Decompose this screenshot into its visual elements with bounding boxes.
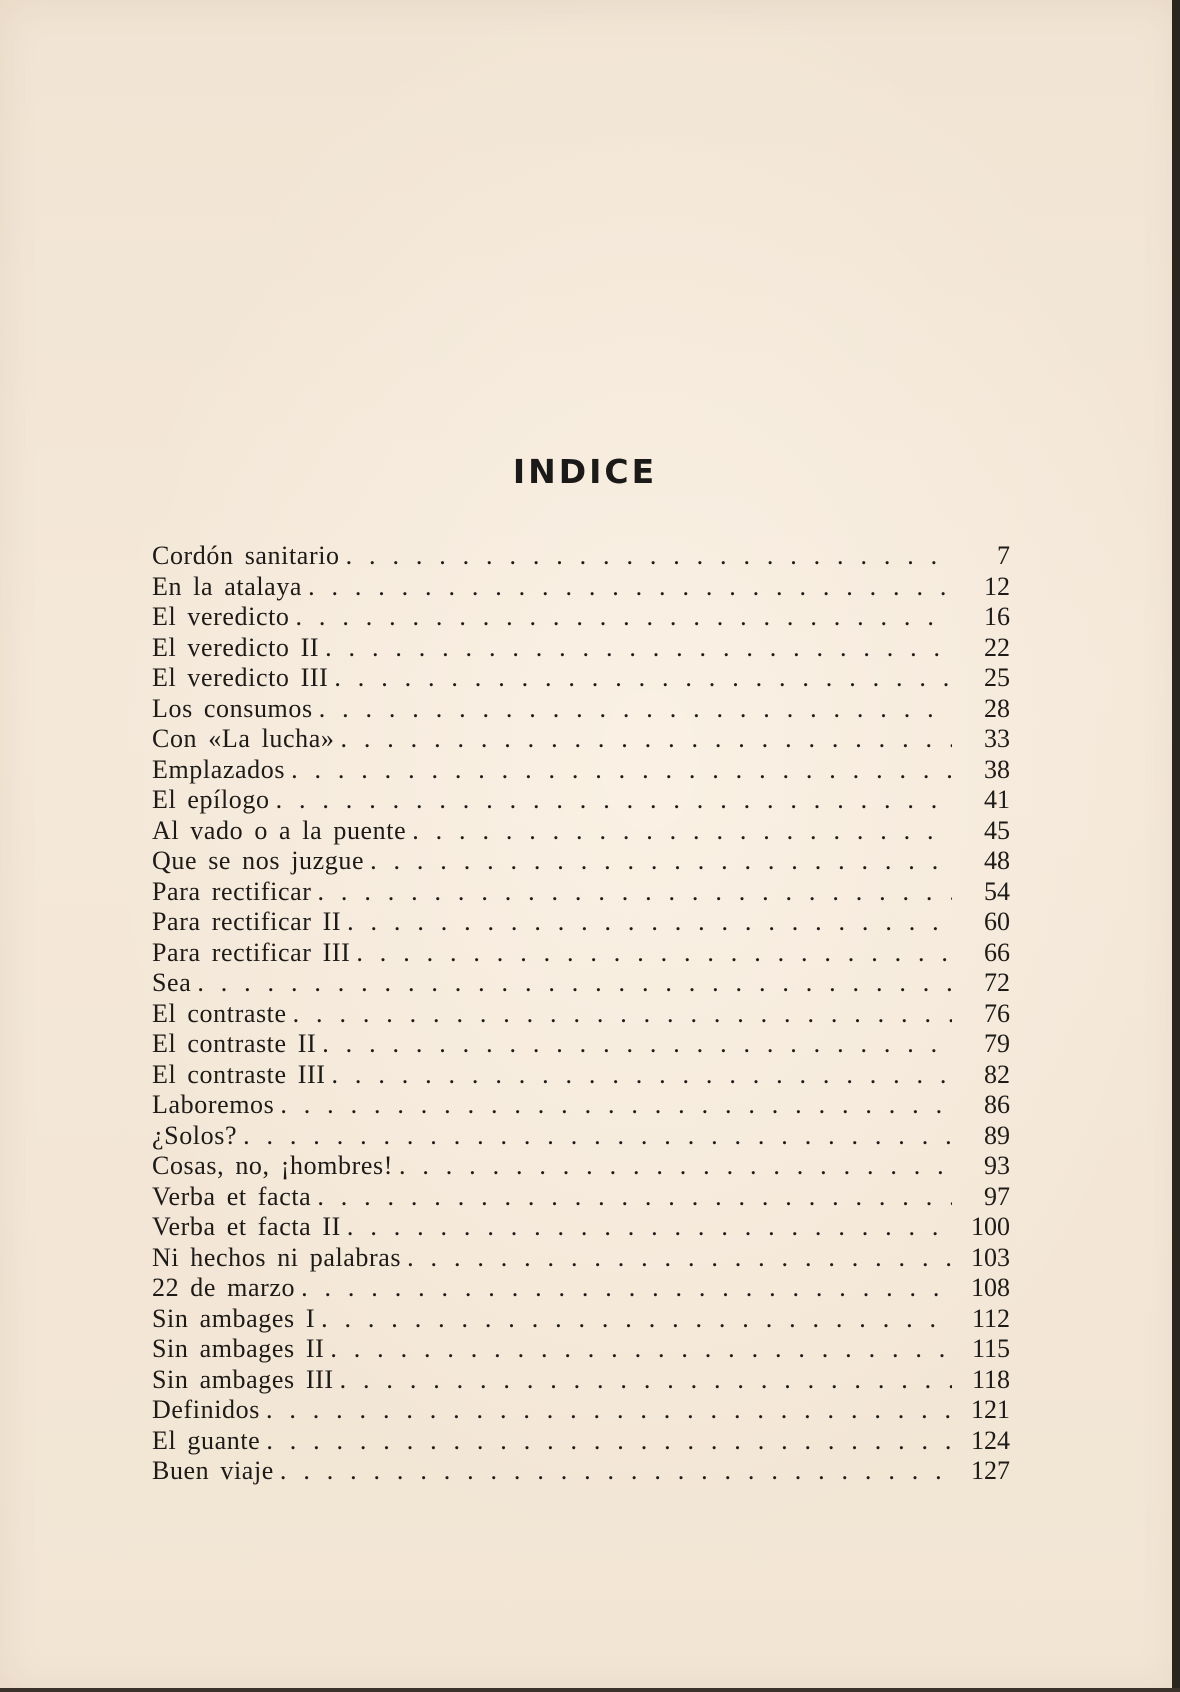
dot-leader xyxy=(321,1304,952,1335)
entry-page-number: 115 xyxy=(971,1334,1010,1363)
entry-page-number: 82 xyxy=(984,1059,1010,1089)
dot-leader xyxy=(340,1365,952,1396)
dot-leader xyxy=(356,938,952,969)
dot-leader xyxy=(197,968,952,999)
entry-title: 22 de marzo xyxy=(152,1273,296,1302)
entry-title: Con «La lucha» xyxy=(152,724,335,753)
dot-leader xyxy=(332,1060,952,1091)
entry-title: Los consumos xyxy=(152,693,313,723)
toc-entry xyxy=(152,1151,1010,1182)
toc-entry xyxy=(152,1395,1010,1426)
dot-leader xyxy=(243,1121,952,1152)
dot-leader xyxy=(291,755,952,786)
entry-page-number: 38 xyxy=(984,754,1010,784)
entry-title: Buen viaje xyxy=(152,1456,274,1485)
dot-leader xyxy=(319,694,952,725)
toc-entry xyxy=(152,1212,1010,1243)
entry-page-number: 108 xyxy=(971,1273,1010,1302)
dot-leader xyxy=(276,785,952,816)
entry-title: Al vado o a la puente xyxy=(152,815,407,845)
entry-title: El guante xyxy=(152,1425,261,1455)
dot-leader xyxy=(280,1090,952,1121)
entry-title: Emplazados xyxy=(152,754,286,784)
entry-page-number: 66 xyxy=(984,937,1010,967)
entry-title: Para rectificar xyxy=(152,876,312,906)
dot-leader xyxy=(347,1212,952,1243)
entry-title: Sin ambages III xyxy=(152,1364,334,1394)
toc-entry xyxy=(152,846,1010,877)
toc-entry xyxy=(152,1121,1010,1152)
toc-entry xyxy=(152,633,1010,664)
entry-title: El veredicto II xyxy=(152,632,320,662)
entry-title: Ni hechos ni palabras xyxy=(152,1242,402,1272)
entry-page-number: 118 xyxy=(971,1364,1010,1394)
entry-title: El veredicto III xyxy=(152,663,329,692)
toc-entry xyxy=(152,694,1010,725)
entry-page-number: 72 xyxy=(984,968,1010,997)
dot-leader xyxy=(308,572,952,603)
entry-page-number: 54 xyxy=(984,876,1010,906)
entry-page-number: 76 xyxy=(984,998,1010,1028)
dot-leader xyxy=(266,1426,952,1457)
toc-entry xyxy=(152,999,1010,1030)
entry-page-number: 12 xyxy=(984,571,1010,601)
entry-title: El contraste xyxy=(152,998,287,1028)
entry-page-number: 25 xyxy=(984,663,1010,692)
toc-entry xyxy=(152,1304,1010,1335)
toc-entry xyxy=(152,663,1010,694)
entry-page-number: 79 xyxy=(984,1029,1010,1058)
entry-page-number: 41 xyxy=(984,785,1010,814)
toc-entry xyxy=(152,816,1010,847)
dot-leader xyxy=(318,877,952,908)
dot-leader xyxy=(266,1395,952,1426)
page-bottom-edge xyxy=(0,1688,1180,1692)
dot-leader xyxy=(296,602,952,633)
dot-leader xyxy=(317,1182,952,1213)
entry-page-number: 100 xyxy=(971,1212,1010,1241)
entry-title: Cosas, no, ¡hombres! xyxy=(152,1151,393,1180)
entry-page-number: 86 xyxy=(984,1090,1010,1119)
entry-page-number: 7 xyxy=(997,541,1010,570)
entry-title: Sea xyxy=(152,968,192,997)
dot-leader xyxy=(322,1029,952,1060)
entry-title: Sin ambages I xyxy=(152,1303,316,1333)
page-title: INDICE xyxy=(512,452,658,492)
toc-entry xyxy=(152,602,1010,633)
toc-entry xyxy=(152,724,1010,755)
toc-entry xyxy=(152,541,1010,572)
entry-page-number: 60 xyxy=(984,907,1010,936)
dot-leader xyxy=(280,1456,952,1487)
entry-page-number: 93 xyxy=(984,1151,1010,1180)
dot-leader xyxy=(412,816,952,847)
toc-entry xyxy=(152,1365,1010,1396)
toc-entry xyxy=(152,938,1010,969)
entry-title: Definidos xyxy=(152,1395,260,1424)
table-of-contents xyxy=(152,541,1010,1487)
entry-page-number: 127 xyxy=(971,1456,1010,1485)
entry-title: Verba et facta II xyxy=(152,1212,341,1241)
toc-entry xyxy=(152,1334,1010,1365)
toc-entry xyxy=(152,755,1010,786)
entry-title: ¿Solos? xyxy=(152,1120,238,1150)
entry-title: Verba et facta xyxy=(152,1181,312,1211)
dot-leader xyxy=(346,541,952,572)
toc-entry xyxy=(152,1456,1010,1487)
toc-entry xyxy=(152,572,1010,603)
dot-leader xyxy=(399,1151,952,1182)
entry-title: El veredicto xyxy=(152,602,290,631)
entry-title: El contraste III xyxy=(152,1059,326,1089)
entry-title: En la atalaya xyxy=(152,571,303,601)
entry-title: Laboremos xyxy=(152,1090,275,1119)
dot-leader xyxy=(407,1243,952,1274)
entry-page-number: 97 xyxy=(984,1181,1010,1211)
dot-leader xyxy=(347,907,952,938)
toc-entry xyxy=(152,1182,1010,1213)
entry-title: Sin ambages II xyxy=(152,1334,325,1363)
entry-page-number: 112 xyxy=(971,1303,1010,1333)
entry-page-number: 33 xyxy=(984,724,1010,753)
entry-page-number: 16 xyxy=(984,602,1010,631)
dot-leader xyxy=(334,663,952,694)
entry-title: Que se nos juzgue xyxy=(152,846,365,875)
dot-leader xyxy=(330,1334,952,1365)
toc-entry xyxy=(152,1060,1010,1091)
entry-title: Para rectificar II xyxy=(152,907,342,936)
entry-page-number: 89 xyxy=(984,1120,1010,1150)
entry-title: El epílogo xyxy=(152,785,270,814)
toc-entry xyxy=(152,1029,1010,1060)
entry-page-number: 48 xyxy=(984,846,1010,875)
dot-leader xyxy=(293,999,952,1030)
entry-page-number: 45 xyxy=(984,815,1010,845)
toc-entry xyxy=(152,968,1010,999)
entry-page-number: 103 xyxy=(971,1242,1010,1272)
entry-title: Cordón sanitario xyxy=(152,541,340,570)
dot-leader xyxy=(301,1273,952,1304)
toc-entry xyxy=(152,907,1010,938)
toc-entry xyxy=(152,1426,1010,1457)
toc-entry xyxy=(152,1273,1010,1304)
entry-page-number: 121 xyxy=(971,1395,1010,1424)
toc-entry xyxy=(152,877,1010,908)
entry-title: El contraste II xyxy=(152,1029,317,1058)
entry-page-number: 124 xyxy=(971,1425,1010,1455)
dot-leader xyxy=(370,846,952,877)
toc-entry xyxy=(152,1090,1010,1121)
dot-leader xyxy=(325,633,952,664)
dot-leader xyxy=(340,724,952,755)
entry-title: Para rectificar III xyxy=(152,937,351,967)
toc-entry xyxy=(152,785,1010,816)
page-edge-shadow xyxy=(1172,0,1180,1692)
entry-page-number: 28 xyxy=(984,693,1010,723)
toc-entry xyxy=(152,1243,1010,1274)
entry-page-number: 22 xyxy=(984,632,1010,662)
